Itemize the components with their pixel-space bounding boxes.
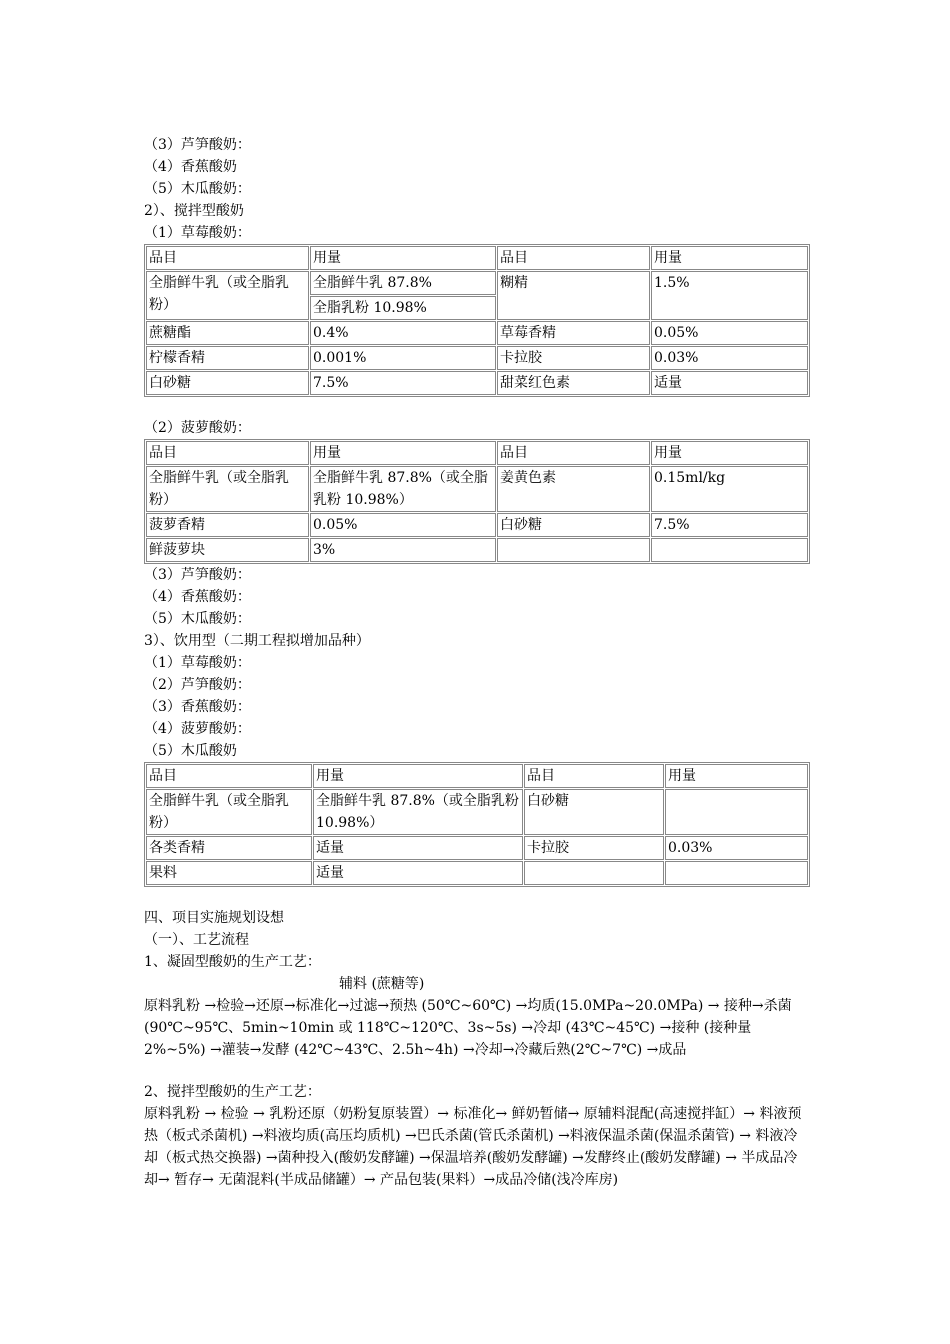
table-cell: 0.001% [310,346,496,370]
text-line: （1）草莓酸奶： [144,225,251,241]
header-cell: 用量 [310,441,496,465]
header-cell: 品目 [497,246,650,270]
header-cell: 用量 [651,246,808,270]
header-cell: 品目 [146,764,312,788]
table-row [146,371,808,395]
table-row [146,466,808,512]
table-cell: 0.05% [651,321,808,345]
text-line: （2）菠萝酸奶： [144,420,251,436]
table-header-row [146,764,808,788]
spacer [144,887,810,907]
process-paragraph: 原料乳粉 →检验→还原→标准化→过滤→预热 (50℃~60℃) →均质(15.0MPa~20.0MPa) → 接种→杀菌 (90℃~95℃、5min~10min 或 118℃~120℃、3s~5s) →冷却 (43℃~45℃) →接种 (接种量 2%~5%) →灌装→发酵 (42℃~43℃、2.5h~4h) →冷却→冷藏后熟(2℃~7℃) →成品 [144,998,792,1058]
table-cell: 适量 [313,861,523,885]
table-cell: 蔗糖酯 [146,321,309,345]
table-cell: 糊精 [497,271,650,320]
table-row [146,321,808,345]
table-cell: 适量 [313,836,523,860]
table-cell: 适量 [651,371,808,395]
table-cell: 全脂鲜牛乳 87.8%（或全脂乳粉 10.98%） [310,466,496,512]
table-row [146,346,808,370]
table-header-row [146,441,808,465]
table-row [146,538,808,562]
table-cell: 卡拉胶 [497,346,650,370]
text-line: （5）木瓜酸奶 [144,743,237,759]
text-line: （4）香蕉酸奶： [144,589,251,605]
table-cell: 白砂糖 [497,513,650,537]
table-cell: 各类香精 [146,836,312,860]
table-cell [651,538,808,562]
header-cell: 品目 [497,441,650,465]
text-line: （5）木瓜酸奶： [144,181,251,197]
table-cell: 菠萝香精 [146,513,309,537]
subsection-title: （一）、工艺流程 [144,932,249,948]
table-header-row [146,246,808,270]
header-cell: 品目 [524,764,664,788]
table-cell: 0.03% [651,346,808,370]
text-line: （3）芦笋酸奶： [144,567,251,583]
header-cell: 品目 [146,246,309,270]
table-cell: 全脂鲜牛乳（或全脂乳粉） [146,789,312,835]
table-cell: 0.03% [665,836,808,860]
table-cell: 白砂糖 [146,371,309,395]
table-cell: 甜菜红色素 [497,371,650,395]
table-cell: 白砂糖 [524,789,664,835]
table-row [146,271,808,295]
text-line: （5）木瓜酸奶： [144,611,251,627]
table-cell: 7.5% [651,513,808,537]
item-title: 2、搅拌型酸奶的生产工艺： [144,1084,321,1100]
table-cell: 3% [310,538,496,562]
header-cell: 品目 [146,441,309,465]
auxiliary-label: 辅料 (蔗糖等) [339,976,425,992]
spacer [144,397,810,417]
table-cell: 全脂鲜牛乳（或全脂乳粉） [146,271,309,320]
table-row [146,861,808,885]
table-cell: 0.4% [310,321,496,345]
document-page [144,134,810,1191]
text-line: （4）香蕉酸奶 [144,159,237,175]
table-cell: 鲜菠萝块 [146,538,309,562]
table-cell: 0.05% [310,513,496,537]
table-cell: 全脂鲜牛乳 87.8% [310,271,496,295]
table-cell [524,861,664,885]
table-cell: 全脂乳粉 10.98% [310,296,496,320]
table-row [146,789,808,835]
section-heading: 3）、饮用型（二期工程拟增加品种） [144,633,370,649]
table-cell: 7.5% [310,371,496,395]
table-cell [497,538,650,562]
table-cell [665,861,808,885]
text-line: （2）芦笋酸奶： [144,677,251,693]
text-line: （1）草莓酸奶： [144,655,251,671]
section-title: 四、项目实施规划设想 [144,910,284,926]
item-title: 1、凝固型酸奶的生产工艺： [144,954,321,970]
table-cell: 柠檬香精 [146,346,309,370]
header-cell: 用量 [665,764,808,788]
table-cell: 姜黄色素 [497,466,650,512]
text-line: （4）菠萝酸奶： [144,721,251,737]
text-line: （3）香蕉酸奶： [144,699,251,715]
table-cell: 1.5% [651,271,808,320]
header-cell: 用量 [651,441,808,465]
table-drinkable [144,762,810,887]
header-cell: 用量 [313,764,523,788]
table-cell: 卡拉胶 [524,836,664,860]
table-cell: 全脂鲜牛乳 87.8%（或全脂乳粉 10.98%） [313,789,523,835]
table-cell: 全脂鲜牛乳（或全脂乳粉） [146,466,309,512]
table-row [146,836,808,860]
header-cell: 用量 [310,246,496,270]
table-row [146,513,808,537]
section-heading: 2）、搅拌型酸奶 [144,203,244,219]
table-cell [665,789,808,835]
spacer [144,1061,810,1081]
table-cell: 草莓香精 [497,321,650,345]
process-paragraph: 原料乳粉 → 检验 → 乳粉还原（奶粉复原装置）→ 标准化→ 鲜奶暂储→ 原辅料混配(高速搅拌缸）→ 料液预热（板式杀菌机) →料液均质(高压均质机) →巴氏杀菌(管氏杀菌机) →料液保温杀菌(保温杀菌管) → 料液冷却（板式热交换器) →菌种投入(酸奶发酵罐) →保温培养(酸奶发酵罐) →发酵终止(酸奶发酵罐) → 半成品冷却→ 暂存→ 无菌混料(半成品储罐）→ 产品包装(果料）→成品冷储(浅冷库房) [144,1106,802,1188]
table-cell: 0.15ml/kg [651,466,808,512]
table-strawberry [144,244,810,397]
text-line: （3）芦笋酸奶： [144,137,251,153]
table-pineapple [144,439,810,564]
table-cell: 果料 [146,861,312,885]
